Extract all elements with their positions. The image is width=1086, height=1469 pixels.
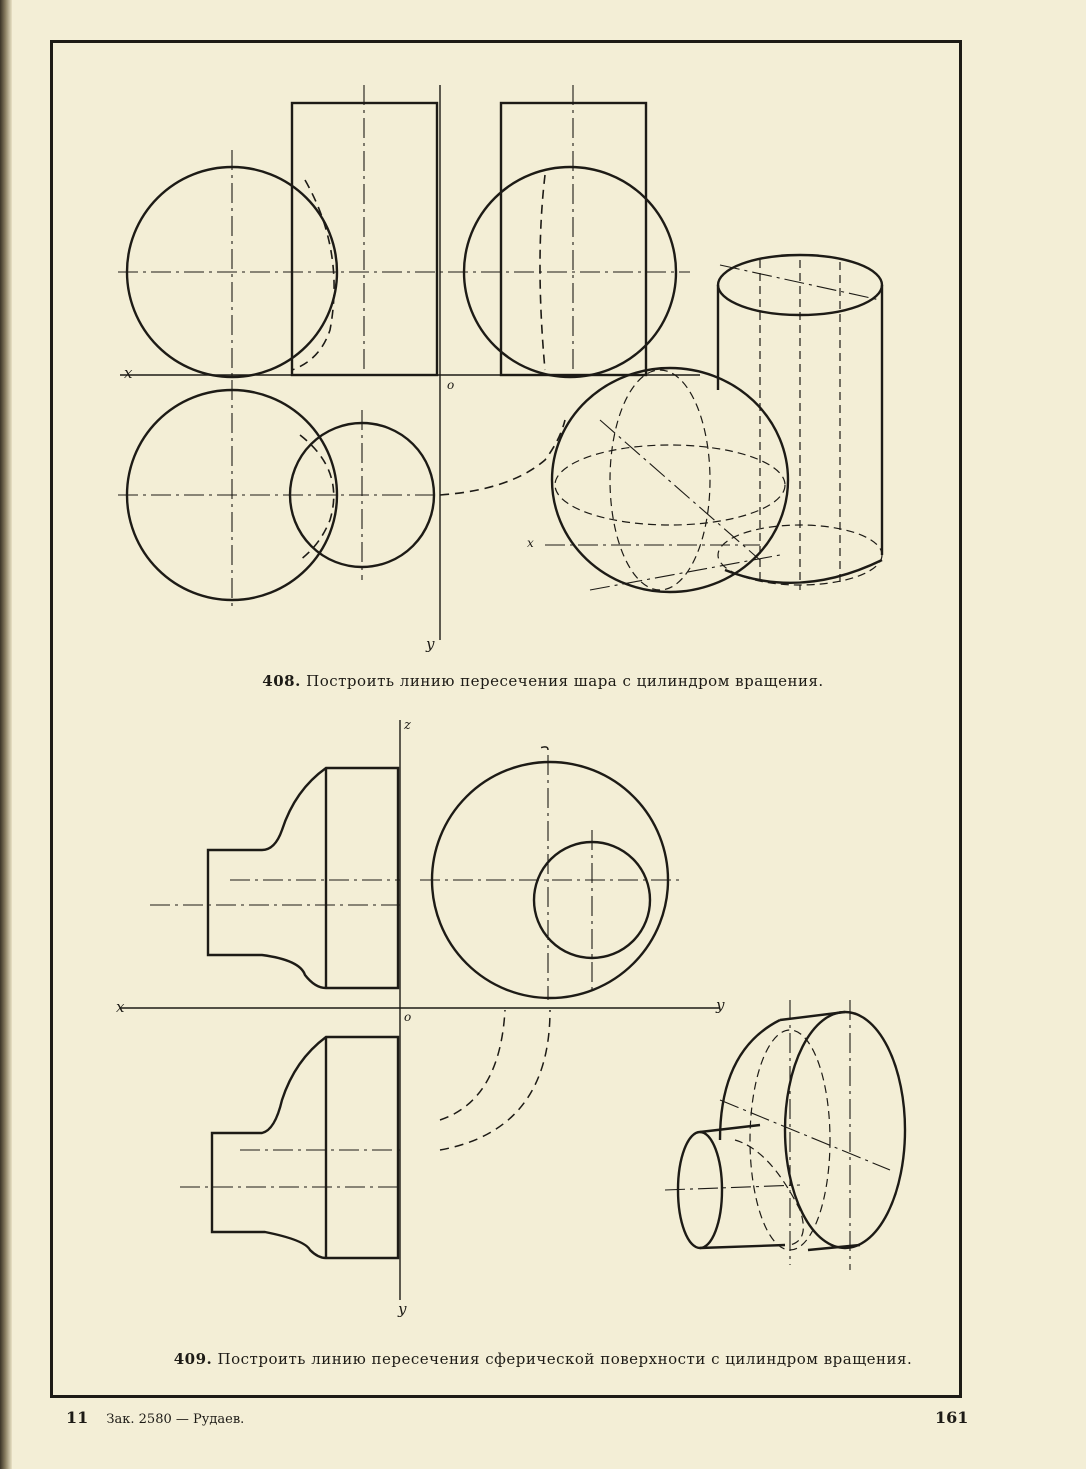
isometric-409 — [665, 1000, 905, 1270]
caption-408-number: 408. — [262, 672, 301, 690]
isometric-408 — [545, 255, 882, 592]
axis-label-y-right-409: y — [716, 996, 725, 1014]
footer-left — [66, 1408, 244, 1427]
axis-label-o-409: o — [404, 1010, 412, 1024]
centerlines-408 — [118, 85, 690, 610]
axis-label-z-409: z — [404, 718, 411, 733]
axis-label-o-408: o — [447, 378, 455, 392]
caption-408-text: Построить линию пересечения шара с цилиндром вращения. — [306, 672, 824, 690]
caption-409 — [0, 1350, 1086, 1368]
caption-409-number: 409. — [173, 1350, 213, 1368]
axis-label-x-408: x — [124, 364, 133, 382]
axis-label-y-408: y — [426, 635, 435, 653]
figure-408-drawing — [118, 85, 882, 640]
axis-label-x-iso-408: x — [527, 536, 534, 550]
page-number: 161 — [935, 1408, 969, 1427]
figure-409-drawing — [120, 720, 905, 1300]
axis-label-y-bottom-409: y — [398, 1300, 407, 1318]
caption-408 — [0, 672, 1086, 690]
footer-order-text: Зак. 2580 — Рудаев. — [106, 1412, 245, 1427]
axis-label-x-409: x — [116, 998, 125, 1016]
front-profile-409 — [208, 768, 398, 988]
caption-409-text: Построить линию пересечения сферической поверхности с цилиндром вращения. — [217, 1350, 913, 1368]
iso-sphere — [552, 368, 788, 592]
footer-sheet-number: 11 — [66, 1408, 89, 1427]
top-profile-409 — [212, 1037, 398, 1258]
centerlines-409 — [150, 755, 680, 1187]
